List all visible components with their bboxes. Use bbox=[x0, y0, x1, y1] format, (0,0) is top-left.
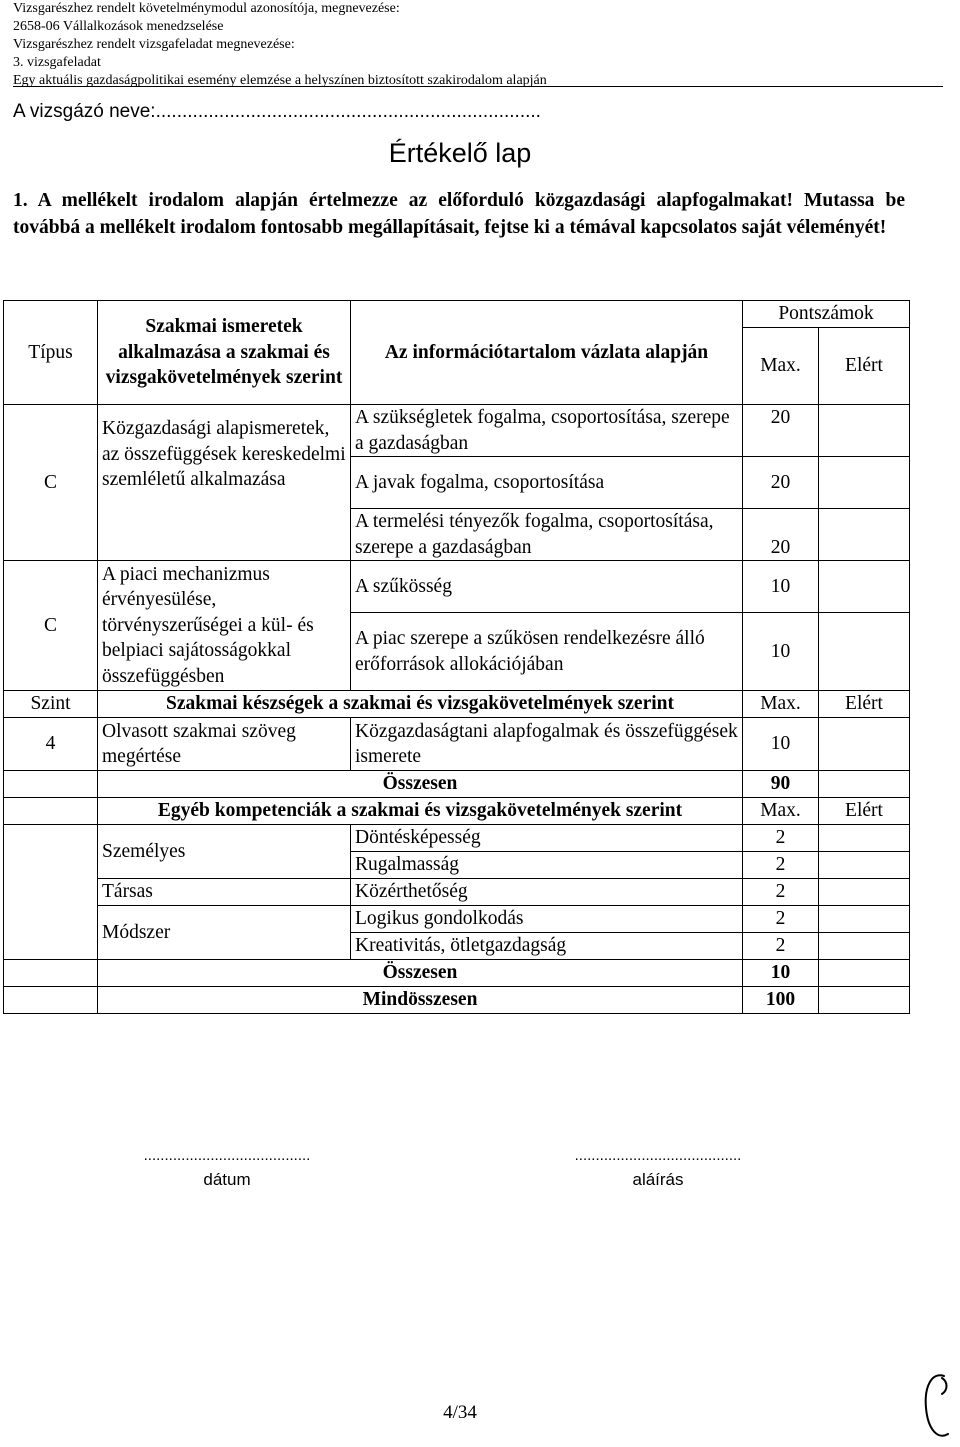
max-score: 20 bbox=[743, 405, 819, 457]
max-score: 10 bbox=[743, 561, 819, 613]
achieved-header: Elért bbox=[819, 798, 910, 825]
content-item: A szűkösség bbox=[351, 561, 743, 613]
grand-total-label: Mindösszesen bbox=[98, 987, 743, 1014]
signature-block bbox=[508, 1144, 808, 1192]
achieved-header: Elért bbox=[819, 691, 910, 718]
knowledge-description: Közgazdaságtani alapfogalmak és összefüggések ismerete bbox=[351, 718, 743, 771]
signature-label: aláírás bbox=[632, 1170, 684, 1189]
task-instructions: 1. A mellékelt irodalom alapján értelmezze az előforduló közgazdasági alapfogalmakat! Mutassa be továbbá a mellékelt irodalom fontosabb megállapításait, fejtse ki a témával kapcsolatos saját véleményét! bbox=[13, 190, 905, 238]
achieved-score-cell[interactable] bbox=[819, 825, 910, 852]
max-score: 2 bbox=[743, 852, 819, 879]
level-header: Szint bbox=[4, 691, 98, 718]
content-item: A javak fogalma, csoportosítása bbox=[351, 457, 743, 509]
points-header: Pontszámok bbox=[743, 301, 910, 328]
max-header: Max. bbox=[743, 691, 819, 718]
achieved-score-cell[interactable] bbox=[819, 509, 910, 561]
skill-level: 4 bbox=[4, 718, 98, 771]
header-task-label: Vizsgarészhez rendelt vizsgafeladat megnevezése: bbox=[13, 37, 295, 52]
content-item: A termelési tényezők fogalma, csoportosítása, szerepe a gazdaságban bbox=[351, 509, 743, 561]
page-title: Értékelő lap bbox=[388, 138, 532, 168]
competency-item: Logikus gondolkodás bbox=[351, 906, 743, 933]
competency-item: Közérthetőség bbox=[351, 879, 743, 906]
header-module-label: Vizsgarészhez rendelt követelménymodul azonosítója, megnevezése: bbox=[13, 1, 400, 16]
skills-header: Szakmai ismeretek alkalmazása a szakmai és vizsgakövetelmények szerint bbox=[98, 301, 351, 405]
evaluation-table bbox=[3, 300, 910, 1014]
other-section-title: Egyéb kompetenciák a szakmai és vizsgakövetelmények szerint bbox=[98, 798, 743, 825]
competency-item: Döntésképesség bbox=[351, 825, 743, 852]
achieved-score-cell[interactable] bbox=[819, 613, 910, 691]
grand-total-value: 100 bbox=[743, 987, 819, 1014]
achieved-score-cell[interactable] bbox=[819, 718, 910, 771]
competency-item: Kreativitás, ötletgazdagság bbox=[351, 933, 743, 960]
max-score: 2 bbox=[743, 933, 819, 960]
achieved-score-cell[interactable] bbox=[819, 405, 910, 457]
achieved-score-cell[interactable] bbox=[819, 879, 910, 906]
type-header: Típus bbox=[4, 301, 98, 405]
group-type: C bbox=[4, 405, 98, 561]
achieved-score-cell[interactable] bbox=[819, 561, 910, 613]
content-item: A szükségletek fogalma, csoportosítása, szerepe a gazdaságban bbox=[351, 405, 743, 457]
competency-group: Személyes bbox=[98, 825, 351, 879]
achieved-header: Elért bbox=[819, 328, 910, 405]
competency-group: Társas bbox=[98, 879, 351, 906]
max-score: 20 bbox=[743, 509, 819, 561]
achieved-score-cell[interactable] bbox=[819, 457, 910, 509]
subtotal-value: 10 bbox=[743, 960, 819, 987]
candidate-name-field[interactable]: A vizsgázó neve:......................................................................... bbox=[13, 101, 541, 122]
achieved-score-cell[interactable] bbox=[819, 906, 910, 933]
achieved-score-cell[interactable] bbox=[819, 933, 910, 960]
date-label: dátum bbox=[203, 1170, 251, 1189]
max-score: 2 bbox=[743, 906, 819, 933]
date-signature-block bbox=[77, 1144, 377, 1192]
subtotal-label: Összesen bbox=[98, 771, 743, 798]
header-task-number: 3. vizsgafeladat bbox=[13, 55, 101, 70]
group-skill: Közgazdasági alapismeretek, az összefüggések kereskedelmi szemléletű alkalmazása bbox=[98, 405, 351, 561]
skill-description: Olvasott szakmai szöveg megértése bbox=[98, 718, 351, 771]
max-header: Max. bbox=[743, 798, 819, 825]
date-line[interactable]: ........................................ bbox=[143, 1147, 311, 1164]
page-number: 4/34 bbox=[443, 1402, 477, 1423]
competency-item: Rugalmasság bbox=[351, 852, 743, 879]
max-score: 20 bbox=[743, 457, 819, 509]
handwritten-initial-icon bbox=[918, 1368, 954, 1444]
group-type: C bbox=[4, 561, 98, 691]
max-score: 10 bbox=[743, 613, 819, 691]
document-header bbox=[13, 0, 943, 90]
subtotal-value: 90 bbox=[743, 771, 819, 798]
header-task-name: Egy aktuális gazdaságpolitikai esemény elemzése a helyszínen biztosított szakirodalom alapján bbox=[13, 73, 547, 88]
competency-group: Módszer bbox=[98, 906, 351, 960]
content-item: A piac szerepe a szűkösen rendelkezésre álló erőforrások allokációjában bbox=[351, 613, 743, 691]
header-module-name: 2658-06 Vállalkozások menedzselése bbox=[13, 19, 224, 34]
subtotal-label: Összesen bbox=[98, 960, 743, 987]
signature-line[interactable]: ........................................ bbox=[574, 1147, 742, 1164]
max-header: Max. bbox=[743, 328, 819, 405]
group-skill: A piaci mechanizmus érvényesülése, törvényszerűségei a kül- és belpiaci sajátosságokkal összefüggésben bbox=[98, 561, 351, 691]
achieved-score-cell[interactable] bbox=[819, 852, 910, 879]
skills-section-title: Szakmai készségek a szakmai és vizsgakövetelmények szerint bbox=[98, 691, 743, 718]
grand-total-achieved-cell[interactable] bbox=[819, 987, 910, 1014]
subtotal-achieved-cell[interactable] bbox=[819, 960, 910, 987]
max-score: 2 bbox=[743, 879, 819, 906]
max-score: 10 bbox=[743, 718, 819, 771]
info-header: Az információtartalom vázlata alapján bbox=[351, 301, 743, 405]
subtotal-achieved-cell[interactable] bbox=[819, 771, 910, 798]
header-divider bbox=[13, 86, 943, 87]
max-score: 2 bbox=[743, 825, 819, 852]
